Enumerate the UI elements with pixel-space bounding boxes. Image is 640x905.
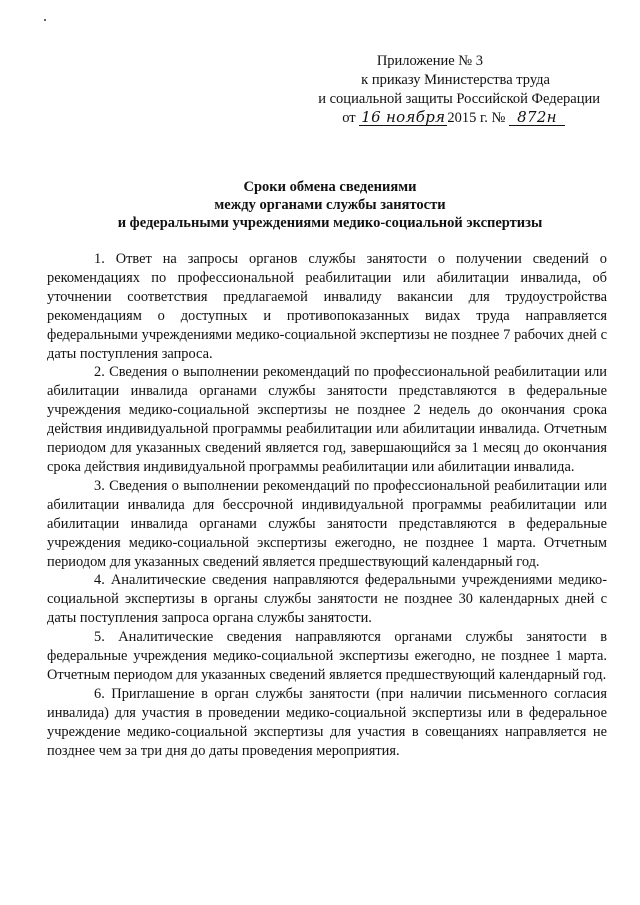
title-line-2: между органами службы занятости [214,197,446,213]
appendix-order-ref: к приказу Министерства труда [361,72,550,88]
paragraph-1: 1. Ответ на запросы органов службы занятости о получении сведений о рекомендациях по профессиональной реабилитации или абилитации инвалида, об уточнении соответствия предлагаемой инвалиду вакансии для трудоустройства рекомендациям о доступных и противопоказанных видах труда направляется федеральными учреждениями медико-социальной экспертизы не позднее 7 рабочих дней с даты поступления запроса. [47,251,607,362]
appendix-date-line [318,109,600,128]
document-body [47,250,607,760]
paragraph-2: 2. Сведения о выполнении рекомендаций по профессиональной реабилитации или абилитации инвалида органами службы занятости представляются в федеральные учреждения медико-социальной экспертизы не позднее 2 недель до окончания срока действия индивидуальной программы реабилитации или абилитации инвалида. Отчетным периодом для указанных сведений является год, завершающийся за 1 месяц до окончания срока действия индивидуальной программы реабилитации или абилитации инвалида. [47,364,607,475]
scan-speck [44,19,46,21]
paragraph-5: 5. Аналитические сведения направляются органами службы занятости в федеральные учреждения медико-социальной экспертизы ежегодно, не позднее 1 марта. Отчетным периодом для указанных сведений является предшествующий календарный год. [47,629,607,683]
document-title [40,178,620,232]
title-line-3: и федеральными учреждениями медико-социальной экспертизы [117,215,543,231]
appendix-header [318,52,600,128]
appendix-number: Приложение № 3 [376,53,483,69]
handwritten-order-number: 872н [509,110,565,126]
paragraph-3: 3. Сведения о выполнении рекомендаций по профессиональной реабилитации или абилитации инвалида для бессрочной индивидуальной программы реабилитации или абилитации инвалида органами службы занятости представляются в федеральные учреждения медико-социальной экспертизы ежегодно, не позднее 1 марта. Отчетным периодом для указанных сведений является предшествующий календарный год. [47,477,607,570]
date-prefix: от [342,110,356,126]
appendix-ministry: и социальной защиты Российской Федерации [318,91,600,107]
year-and-number-label: 2015 г. № [447,110,506,126]
title-line-1: Сроки обмена сведениями [243,179,417,195]
handwritten-date: 16 ноября [361,108,446,126]
paragraph-6: 6. Приглашение в орган службы занятости (при наличии письменного согласия инвалида) для участия в проведении медико-социальной экспертизы или в федеральное учреждение медико-социальной экспертизы для участия в совещаниях направляется не позднее чем за три дня до даты проведения мероприятия. [47,685,607,759]
paragraph-4: 4. Аналитические сведения направляются федеральными учреждениями медико-социальной экспертизы в органы службы занятости не позднее 30 календарных дней с даты поступления запроса органа службы занятости. [47,572,607,627]
